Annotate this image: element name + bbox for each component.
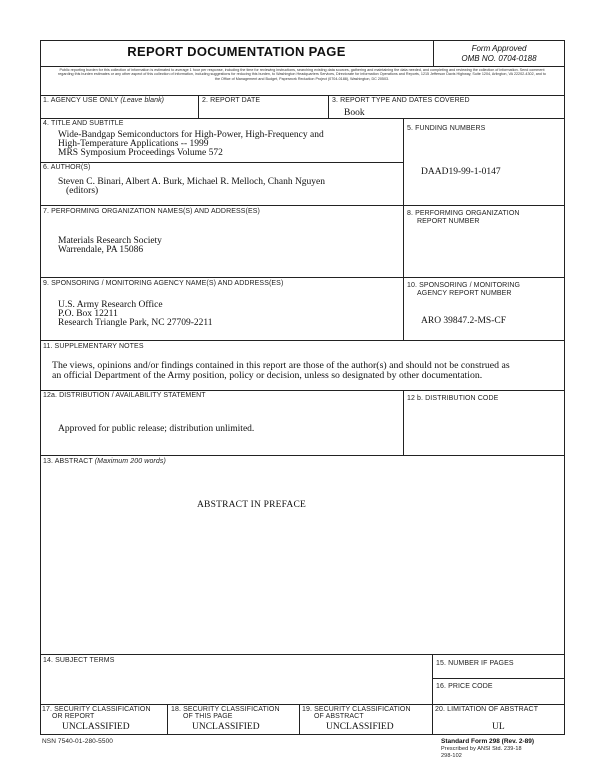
classification-page-label: 18. SECURITY CLASSIFICATION [171,706,280,713]
sponsoring-agency-label: AGENCY REPORT NUMBER [417,290,512,297]
prescribed-by: Prescribed by ANSI Std. 239-18 [441,746,522,752]
title-label: 4. TITLE AND SUBTITLE [43,120,124,127]
sponsoring-line: P.O. Box 12211 [58,309,118,319]
subject-terms-label: 14. SUBJECT TERMS [43,657,115,664]
sponsoring-agency-value: ARO 39847.2-MS-CF [421,316,506,326]
funding-label: 5. FUNDING NUMBERS [407,125,486,132]
agency-use-label: 1. AGENCY USE ONLY (Leave blank) [43,97,165,104]
authors-line: Steven C. Binari, Albert A. Burk, Michael R. Melloch, Chanh Nguyen [58,177,326,187]
sponsoring-agency-label: 10. SPONSORING / MONITORING [407,282,521,289]
title-line: Wide-Bandgap Semiconductors for High-Power, High-Frequency and [58,130,324,140]
distribution-value: Approved for public release; distribution unlimited. [58,424,255,434]
classification-page-value: UNCLASSIFIED [192,722,260,732]
report-type-label: 3. REPORT TYPE AND DATES COVERED [332,97,470,104]
title-line: High-Temperature Applications -- 1999 [58,139,209,149]
number-of-pages-label: 15. NUMBER IF PAGES [436,660,514,667]
sponsoring-line: Research Triangle Park, NC 27709-2211 [58,318,213,328]
omb-number: OMB NO. 0704-0188 [461,54,537,63]
supplementary-label: 11. SUPPLEMENTARY NOTES [43,343,144,350]
abstract-label: 13. ABSTRACT (Maximum 200 words) [43,458,166,465]
burden-statement: Public reporting burden for this collection of information is estimated to average 1 hour per response, including the time for reviewing instructions, searching existing data sources, gathering and maintaining the data needed, and completing and reviewing the collection of information. Send comment regarding this burden estimates or any other aspect of this collection of information, including suggestions for reducing this burden, to Washington Headquarters Services, Directorate for information Operations and Reports, 1215 Jefferson Davis Highway, Suite 1204, Arlington, VA 22202-4302, and to the Office of Management and Budget, Paperwork Reduction Project (0704-0188), Washington, DC 20503. [58,68,546,81]
performing-label: 7. PERFORMING ORGANIZATION NAMES(S) AND ADDRESS(ES) [43,208,260,215]
limitation-label: 20. LIMITATION OF ABSTRACT [435,706,539,713]
nsn-number: NSN 7540-01-280-5500 [42,738,114,745]
performing-line: Materials Research Society [58,236,162,246]
abstract-value: ABSTRACT IN PREFACE [197,500,307,510]
authors-line: (editors) [66,186,99,196]
classification-abstract-value: UNCLASSIFIED [326,722,394,732]
price-code-label: 16. PRICE CODE [436,683,493,690]
performing-report-label: 8. PERFORMING ORGANIZATION [407,210,520,217]
performing-line: Warrendale, PA 15086 [58,245,144,255]
sponsoring-label: 9. SPONSORING / MONITORING AGENCY NAME(S) AND ADDRESS(ES) [43,280,284,287]
sponsoring-line: U.S. Army Research Office [58,300,163,310]
funding-value: DAAD19-99-1-0147 [421,167,501,177]
distribution-code-label: 12 b. DISTRIBUTION CODE [407,395,499,402]
classification-report-label: OR REPORT [52,713,95,720]
classification-report-label: 17. SECURITY CLASSIFICATION [42,706,151,713]
page-title: REPORT DOCUMENTATION PAGE [127,44,346,59]
distribution-label: 12a. DISTRIBUTION / AVAILABILITY STATEMENT [43,392,206,399]
standard-form: Standard Form 298 (Rev. 2-89) [441,738,535,745]
report-date-label: 2. REPORT DATE [202,97,261,104]
limitation-value: UL [492,722,505,732]
supplementary-line: an official Department of the Army position, policy or decision, unless so designated by other documentation. [52,370,483,381]
title-line: MRS Symposium Proceedings Volume 572 [58,148,223,158]
report-type-value: Book [344,108,365,118]
supplementary-line: The views, opinions and/or findings contained in this report are those of the author(s) and should not be construed as [52,360,510,371]
form-approved: Form Approved [471,44,527,53]
performing-report-label: REPORT NUMBER [417,218,480,225]
classification-abstract-label: 19. SECURITY CLASSIFICATION [302,706,411,713]
classification-page-label: OF THIS PAGE [183,713,233,720]
authors-label: 6. AUTHOR(S) [43,164,91,171]
classification-report-value: UNCLASSIFIED [62,722,130,732]
classification-abstract-label: OF ABSTRACT [314,713,364,720]
form-number: 298-102 [441,753,462,759]
